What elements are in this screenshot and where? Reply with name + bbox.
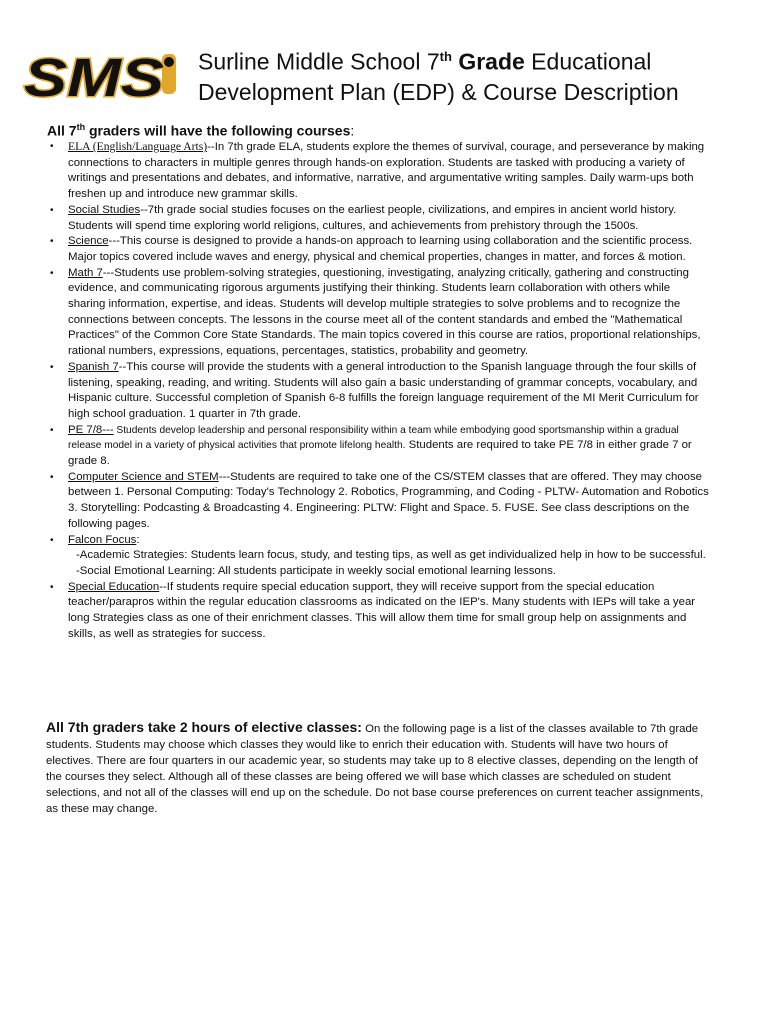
course-description: ---Students are required to take one of the CS/STEM classes that are offered. They may choose between 1. Personal Computing: Today's Technology 2. Robotics, Programming, and Coding - PLTW- Automation and Robotics 3. Storytelling: Podcasting & Broadcasting 4. Engineering: PLTW: Flight and Space. 5. FUSE. See class descriptions on the following pages. (68, 470, 709, 530)
course-name: PE 7/8--- (68, 423, 114, 436)
course-description: --If students require special education support, they will receive support from the special education teacher/parapros within the regular education classrooms as indicated on the IEP's. Many students with IEPs will take a year long Strategies class as one of their enrichment classes. This will allow them time for small group help on assignments and skills, as well as strategies for success. (68, 580, 696, 640)
course-name: Math 7 (68, 266, 103, 279)
course-description: ---This course is designed to provide a hands-on approach to learning using collaboration and the scientific process. Major topics covered include waves and energy, physical and chemical properties, changes in matter, and forces & motion. (68, 235, 693, 263)
document-header (18, 42, 758, 108)
course-pe (50, 423, 710, 470)
page-title (198, 42, 679, 107)
electives-text: On the following page is a list of the classes available to 7th grade students. Students may choose which classes they would like to enrich their education with. Students will have two hours of electives. There are four quarters in our academic year, so students may take up to 8 elective classes, depending on the length of the courses they select. Although all of these classes are being offered we will base which classes are scheduled on student selections, and not all of the classes will end up on the schedule. Do not base course preferences on current teacher assignments, as these may change. (46, 723, 704, 815)
course-math (50, 266, 710, 360)
course-description-small: Students develop leadership and personal responsibility within a team while embodying good sportsmanship within a gradual release model in a variety of physical activities that promote lifelong health. (68, 424, 679, 452)
course-description: --7th grade social studies focuses on the earliest people, civilizations, and empires in ancient world history. Students will spend time exploring world religions, cultures, and achievements from prehistory through the 1500s. (68, 203, 677, 232)
title-line-2: Development Plan (EDP) & Course Description (198, 78, 679, 105)
course-name: Science (68, 235, 109, 248)
course-computer-science (50, 470, 710, 533)
course-name: Computer Science and STEM (68, 470, 219, 483)
course-description: ---Students use problem-solving strategies, questioning, investigating, analyzing critically, gathering and constructing evidence, and communicating rigorous arguments justifying their thinking. Students learn collaboration with others while sharing information, expertise, and ideas. Students will develop multiple strategies to solve problems and to recognize the connections between concepts. The lessons in the course meet all of the content standards and embed the "Mathematical Practices" of the Common Core State Standards. The main topics covered in this course are ratios, proportional relationships, rational numbers, expressions, equations, percentages, statistics, probability and geometry. (68, 266, 701, 358)
bullet: • (50, 424, 54, 436)
logo-text: SMS (24, 48, 164, 104)
course-name: Social Studies (68, 203, 141, 216)
course-description: Students are required to take PE 7/8 in either grade 7 or grade 8. (68, 439, 692, 468)
course-spanish (50, 360, 710, 423)
bullet: • (50, 204, 54, 216)
course-list (50, 139, 710, 643)
course-name: ELA (English/Language Arts) (68, 140, 208, 153)
course-special-education (50, 580, 710, 643)
sms-logo (20, 46, 180, 104)
bullet: • (50, 141, 54, 152)
course-name: Special Education (68, 580, 160, 593)
bullet: • (50, 361, 54, 373)
falcon-focus-academic: -Academic Strategies: Students learn focus, study, and testing tips, as well as get individualized help in how to be successful. (76, 549, 706, 562)
required-courses-heading: All 7th graders will have the following courses: (47, 122, 355, 139)
course-name: Falcon Focus (68, 533, 137, 546)
electives-lead: All 7th graders take 2 hours of elective classes: (46, 719, 362, 735)
course-description: --This course will provide the students with a general introduction to the Spanish language through the four skills of listening, speaking, reading, and writing. Students will also gain a basic understanding of grammar concepts, vocabulary, and Hispanic culture. Successful completion of Spanish 6-8 fulfills the foreign language requirement of the MI Merit Curriculum for high school graduation. 1 quarter in 7th grade. (68, 360, 699, 420)
bullet: • (50, 471, 54, 483)
course-social-studies (50, 203, 710, 234)
course-science (50, 234, 710, 265)
title-line-1: Surline Middle School 7th Grade Educational (198, 48, 652, 75)
bullet: • (50, 267, 54, 279)
bullet: • (50, 581, 54, 593)
bullet: • (50, 534, 54, 546)
course-falcon-focus: • Falcon Focus: -Academic Strategies: Students learn focus, study, and testing tips, as well as get individualized help in how to be successful. -Social Emotional Learning: All students participate in weekly social emotional learning lessons. (50, 533, 710, 580)
electives-paragraph (46, 720, 710, 817)
course-name: Spanish 7 (68, 360, 119, 373)
course-description: --In 7th grade ELA, students explore the themes of survival, courage, and perseverance by making connections to characters in multiple genres through hands-on exploration. Students are tasked with producing a variety of writings and presentations and debates, and informative, narrative, and argumentative writing samples. Daily warm-ups both freshen up and introduce new grammar skills. (68, 141, 705, 201)
bullet: • (50, 236, 54, 248)
falcon-focus-sel: -Social Emotional Learning: All students participate in weekly social emotional learning lessons. (76, 564, 556, 577)
course-ela (50, 139, 710, 203)
